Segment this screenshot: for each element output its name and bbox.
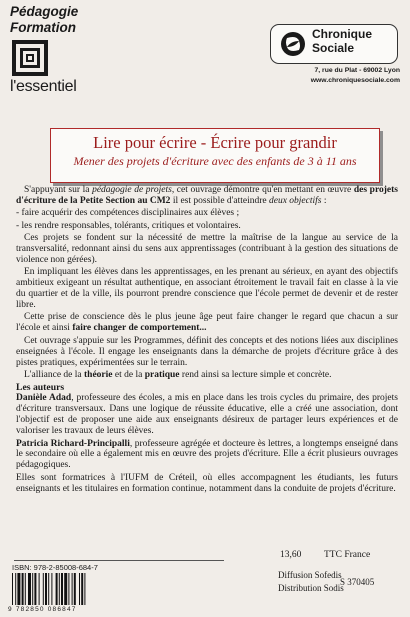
price-label: TTC France	[324, 550, 371, 560]
publisher-name-line-2: Sociale	[312, 40, 355, 55]
series-name: l'essentiel	[10, 78, 77, 95]
publisher-name	[312, 28, 372, 55]
paragraph-7: Elles sont formatrices à l'IUFM de Créteil, où elles accompagnent les étudiants, les futurs enseignants et les titulaires en formation continue, notamment dans la conduite de projets d'écriture.	[16, 472, 398, 494]
publisher-address: 7, rue du Plat - 69002 Lyon	[314, 67, 400, 74]
author-2: Patricia Richard-Principalli, professeure agrégée et docteure ès lettres, a longtemps enseigné dans le secondaire où elle a également mis en œuvre des projets d'écriture. Elle a écrit plusieurs ouvrages pédagogiques.	[16, 438, 398, 471]
paragraph-2: Ces projets se fondent sur la nécessité de mettre la maîtrise de la langue au service de la transversalité, redonnant ainsi du sens aux apprentissages (contribuant à la gestion des situations de violence non gérées).	[16, 233, 398, 265]
book-title: Lire pour écrire - Écrire pour grandir	[93, 133, 337, 152]
isbn: ISBN: 978-2-85008-684-7	[12, 563, 98, 572]
paragraph-4: Cette prise de conscience dès le plus jeune âge peut faire changer le regard que chacun a sur l'école et ainsi faire changer de comportement...	[16, 312, 398, 334]
reference-code: S 370405	[340, 577, 375, 587]
author-1: Danièle Adad, professeure des écoles, a mis en place dans les trois cycles du primaire, des projets d'écriture transversaux. Dans une logique de réussite éducative, elle a créé une association, dont l'objectif est de proposer une aide aux enseignants désireux de partager leurs expériences et de valoriser les travaux de leurs élèves.	[16, 393, 398, 437]
distribution-1: Diffusion Sofedis	[278, 570, 342, 580]
barcode-icon	[10, 573, 112, 605]
publisher-address-block	[270, 66, 400, 85]
isbn-rule	[14, 560, 224, 561]
series-logo-icon	[12, 40, 48, 76]
paragraph-6: L'alliance de la théorie et de la pratique rend ainsi sa lecture simple et concrète.	[24, 370, 332, 380]
back-cover-text	[16, 185, 398, 496]
publisher-name-line-1: Chronique	[312, 27, 372, 41]
book-subtitle: Mener des projets d'écriture avec des enfants de 3 à 11 ans	[73, 154, 357, 168]
paragraph-intro: S'appuyant sur la pédagogie de projets, cet ouvrage démontre qu'en mettant en œuvre des projets d'écriture de la Petite Section au CM2 il est possible d'atteindre deux objectifs :	[16, 185, 398, 206]
series-line-2: Formation	[10, 20, 76, 35]
authors-heading: Les auteurs	[16, 382, 65, 394]
series-line-1: Pédagogie	[10, 4, 79, 19]
series-label	[10, 4, 78, 36]
publisher-logo-icon	[278, 29, 308, 59]
title-box	[50, 128, 380, 183]
price: 13,60	[280, 550, 302, 560]
paragraph-3: En impliquant les élèves dans les apprentissages, en les prenant au sérieux, en ayant des objectifs ambitieux exigeant un résultat authentique, en associant étroitement le travail fait en classe à la vie du quartier et de la ville, ils pourront prendre conscience que l'école permet de devenir et de rester libre.	[16, 267, 398, 311]
bullet-2: - les rendre responsables, tolérants, critiques et volontaires.	[16, 220, 241, 231]
bullet-1: - faire acquérir des compétences disciplinaires aux élèves ;	[16, 208, 240, 219]
publisher-website: www.chroniquesociale.com	[310, 76, 400, 84]
paragraph-5: Cet ouvrage s'appuie sur les Programmes, définit des concepts et des notions liées aux disciplines enseignées à l'école. Il engage les enseignants dans la démarche de projets d'écriture grâce à des pistes pratiques, expérimentées sur le terrain.	[16, 335, 398, 368]
distribution-2: Distribution Sodis	[278, 583, 344, 593]
barcode-digits: 9 782850 086847	[8, 606, 77, 613]
